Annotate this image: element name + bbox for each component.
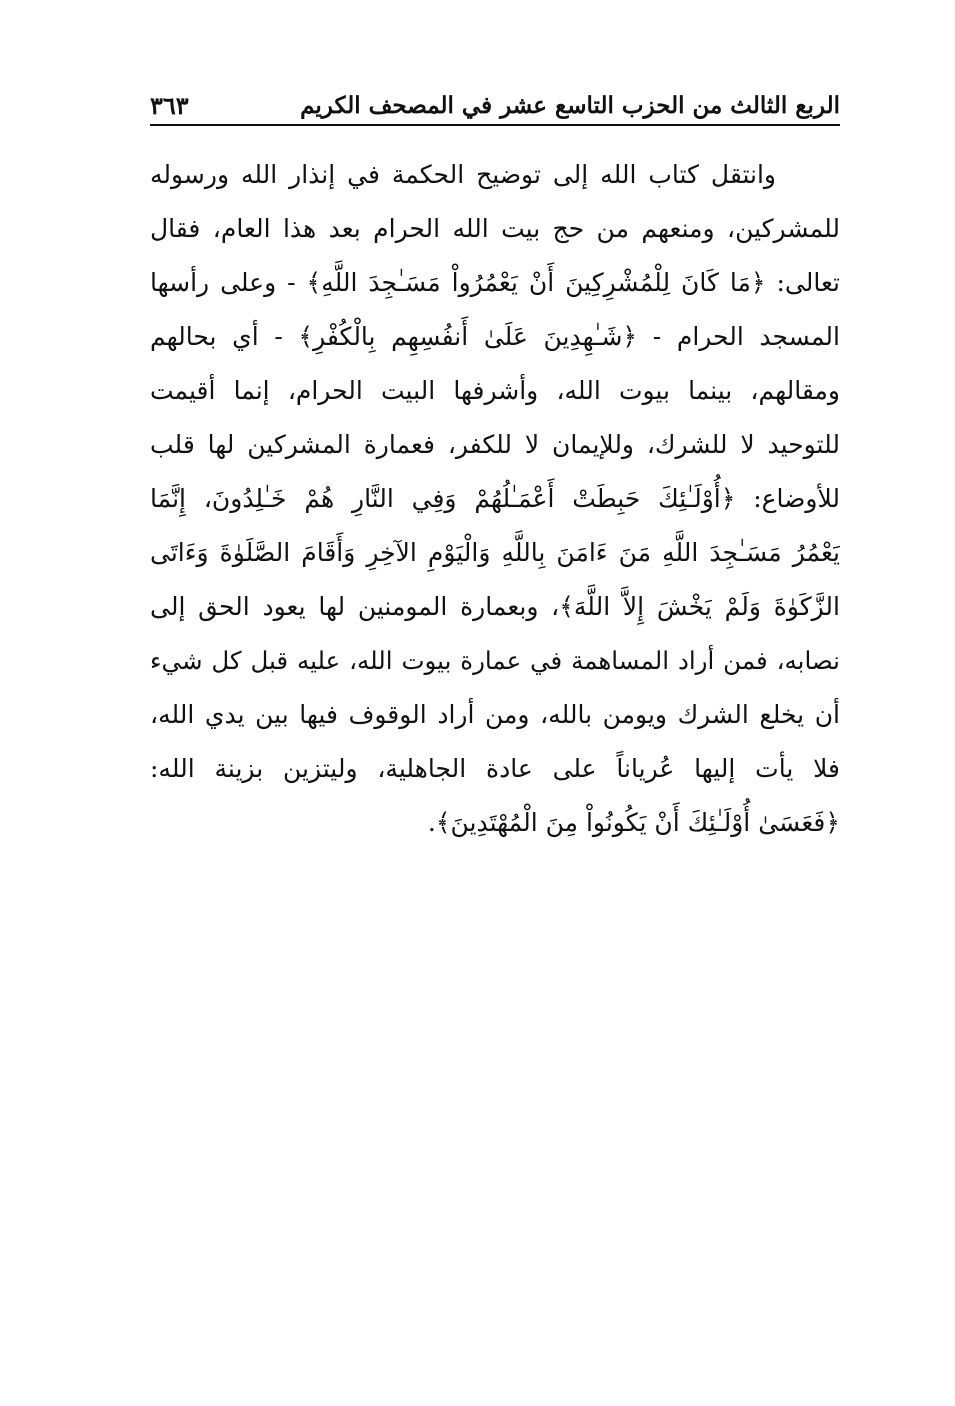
text-line: نصابه، فمن أراد المساهمة في عمارة بيوت الله، عليه قبل كل شيء	[150, 646, 840, 675]
text-line: الزَّكَوٰةَ وَلَمْ يَخْشَ إِلاَّ اللَّهَ﴾، وبعمارة المومنين لها يعود الحق إلى	[150, 592, 840, 621]
text-line: فلا يأت إليها عُرياناً على عادة الجاهلية، وليتزين بزينة الله:	[150, 754, 840, 783]
running-header-title: الربع الثالث من الحزب التاسع عشر في المصحف الكريم	[300, 92, 840, 119]
text-line: للأوضاع: ﴿أُوْلَـٰئِكَ حَبِطَتْ أَعْمَـٰلُهُمْ وَفِي النَّارِ هُمْ خَـٰلِدُونَ، إِنَّمَا	[150, 484, 840, 513]
text-line: وانتقل كتاب الله إلى توضيح الحكمة في إنذار الله ورسوله	[150, 160, 776, 189]
text-line: يَعْمُرُ مَسَـٰجِدَ اللَّهِ مَنَ ءَامَنَ بِاللَّهِ وَالْيَوْمِ الآخِرِ وَأَقَامَ الصَّلَوٰةَ وَءَاتَى	[150, 538, 840, 567]
text-line: ﴿فَعَسَىٰ أُوْلَـٰئِكَ أَنْ يَكُونُواْ مِنَ الْمُهْتَدِينَ﴾.	[427, 808, 840, 837]
header-divider	[150, 124, 840, 126]
text-line: ومقالهم، بينما بيوت الله، وأشرفها البيت الحرام، إنما أقيمت	[150, 376, 840, 405]
text-line: تعالى: ﴿مَا كَانَ لِلْمُشْرِكِينَ أَنْ يَعْمُرُواْ مَسَـٰجِدَ اللَّهِ﴾ - وعلى رأسها	[150, 268, 840, 297]
running-header	[150, 86, 840, 122]
text-line: للتوحيد لا للشرك، وللإيمان لا للكفر، فعمارة المشركين لها قلب	[150, 430, 840, 459]
page-number: ٣٦٣	[150, 91, 189, 120]
text-line: للمشركين، ومنعهم من حج بيت الله الحرام بعد هذا العام، فقال	[150, 214, 840, 243]
text-line: أن يخلع الشرك ويومن بالله، ومن أراد الوقوف فيها بين يدي الله،	[150, 700, 840, 729]
text-line: المسجد الحرام - ﴿شَـٰهِدِينَ عَلَىٰ أَنفُسِهِم بِالْكُفْرِ﴾ - أي بحالهم	[150, 322, 840, 351]
body-paragraph	[150, 148, 840, 850]
